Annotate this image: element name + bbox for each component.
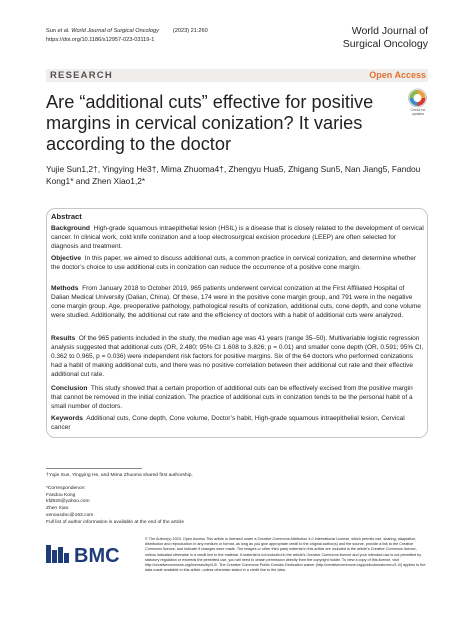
journal-title-line1: World Journal of [351, 25, 428, 37]
corresponding-author-name: Fandou Kong [46, 492, 76, 498]
author-info-note: Full list of author information is available at the end of the article [46, 519, 185, 525]
author-list: Yujie Sun1,2†, Yingying He3†, Mima Zhuoma4†, Zhengyu Hua5, Zhigang Sun5, Nan Jiang5, Fandou Kong1* and Zhen Xiao1,2* [46, 164, 421, 186]
section-text: High-grade squamous intraepithelial lesion (HSIL) is a disease that is closely related to the development of cervical cancer. In clinical work, cold knife conization and a loop electrosurgical excision procedure (LEEP) are often selected for diagnosis and treatment. [51, 225, 424, 250]
citation-year-volume: (2023) 21:260 [172, 28, 208, 34]
bmc-logo [46, 543, 136, 565]
article-type-banner [46, 69, 428, 82]
license-statement: © The Author(s) 2023. Open Access This article is licensed under a Creative Commons Attribution 4.0 International License, which permits use, sharing, adaptation, distribution and reproduction in any medium or format, as long as you give appropriate credit to the original author(s) and the source, provide a link to the Creative Commons licence, and indicate if changes were made. The images or other third party material in this article are included in the article’s Creative Commons licence, unless indicated otherwise in a credit line to the material. If material is not included in the article’s Creative Commons licence and your intended use is not permitted by statutory regulation or exceeds the permitted use, you will need to obtain permission directly from the copyright holder. To view a copy of this licence, visit http://creativecommons.org/licenses/by/4.0/. The Creative Commons Public Domain Dedication waiver (http://creativecommons.org/publicdomain/zero/1.0/) applies to the data made available in this article, unless otherwise stated in a credit line to the data. [145, 537, 426, 573]
section-text: Additional cuts, Cone depth, Cone volume, Doctor’s habit, High-grade squamous intraepithelial lesion, Cervical cancer [51, 415, 405, 431]
article-title: Are “additional cuts” effective for positive margins in cervical conization? It varies according to the doctor [46, 92, 374, 154]
check-for-updates-label: Check for updates [410, 108, 426, 116]
citation-line [46, 27, 208, 36]
corresponding-author-email[interactable]: kfd926@yahoo.com [46, 499, 90, 505]
footnotes [46, 473, 266, 527]
open-access-label: Open Access [369, 70, 426, 80]
citation-journal: et al. World Journal of Surgical Oncology [57, 28, 159, 34]
corresponding-author-name: Zhen Xiao [46, 506, 69, 512]
citation-header [46, 27, 208, 45]
corresponding-author-email[interactable]: xenousdoc@163.com [46, 512, 94, 518]
equal-contribution-note: †Yujie Sun, Yingying He, and Mima Zhuoma shared first authorship. [46, 473, 193, 478]
article-type-label: RESEARCH [50, 70, 113, 81]
abstract-conclusion [51, 384, 424, 411]
section-label: Objective [51, 255, 82, 262]
abstract-objective [51, 254, 424, 272]
section-text: This study showed that a certain proportion of additional cuts can be effectively excised from the positive margin that cannot be removed in the initial conization. The practice of additional cuts in conization tends to be the personal habit of a small number of doctors. [51, 385, 413, 410]
journal-title [343, 25, 428, 51]
abstract-keywords [51, 414, 424, 432]
section-text: From January 2018 to October 2019, 965 patients underwent cervical conization at the First Affiliated Hospital of Dalian Medical University (Dalian, China). Of these, 174 were in the positive cone margin group, and 791 were in the negative cone margin group. Age, preoperative pathology, pathological results of conization, additional cuts, cone depth, and cone volume were studied. Additionally, the additional cut rate and the efficiency of doctors with a habit of additional cuts were analyzed. [51, 285, 421, 319]
section-label: Methods [51, 285, 79, 292]
abstract-background [51, 224, 424, 251]
correspondence-label: *Correspondence: [46, 485, 86, 491]
section-label: Results [51, 335, 76, 342]
journal-title-line2: Surgical Oncology [342, 38, 428, 50]
doi-link[interactable]: https://doi.org/10.1186/s12957-023-03119-1 [46, 37, 155, 43]
section-text: In this paper, we aimed to discuss additional cuts, a common practice in cervical conization, and determine whether the doctor’s choice to use additional cuts in conization can reduce the occurrence of a positive cone margin. [51, 255, 417, 271]
section-label: Keywords [51, 415, 83, 422]
bmc-logo-text: BMC [74, 545, 120, 565]
footnote-divider [46, 468, 142, 469]
open-access-badge [362, 69, 428, 82]
citation-authors: Sun [46, 28, 58, 34]
abstract-results [51, 334, 424, 379]
abstract-methods [51, 284, 424, 320]
abstract-heading: Abstract [51, 212, 82, 221]
section-label: Conclusion [51, 385, 88, 392]
section-text: Of the 965 patients included in the study, the median age was 41 years (range 35–50). Multivariable logistic regression analysis suggested that additional cuts (OR, 2.480; 95% CI 1.608 to 3.826; p = 0.01) and smaller cone depth (OR, 0.591; 95% CI, 0.362 to 0.965, p = 0.036) were independent risk factors for positive margins. Six of the 64 doctors who performed conizations had a habit of making additional cuts, and there was no positive correlation between their additional cut rate and their effective additional cut rate. [51, 335, 424, 378]
section-label: Background [51, 225, 91, 232]
